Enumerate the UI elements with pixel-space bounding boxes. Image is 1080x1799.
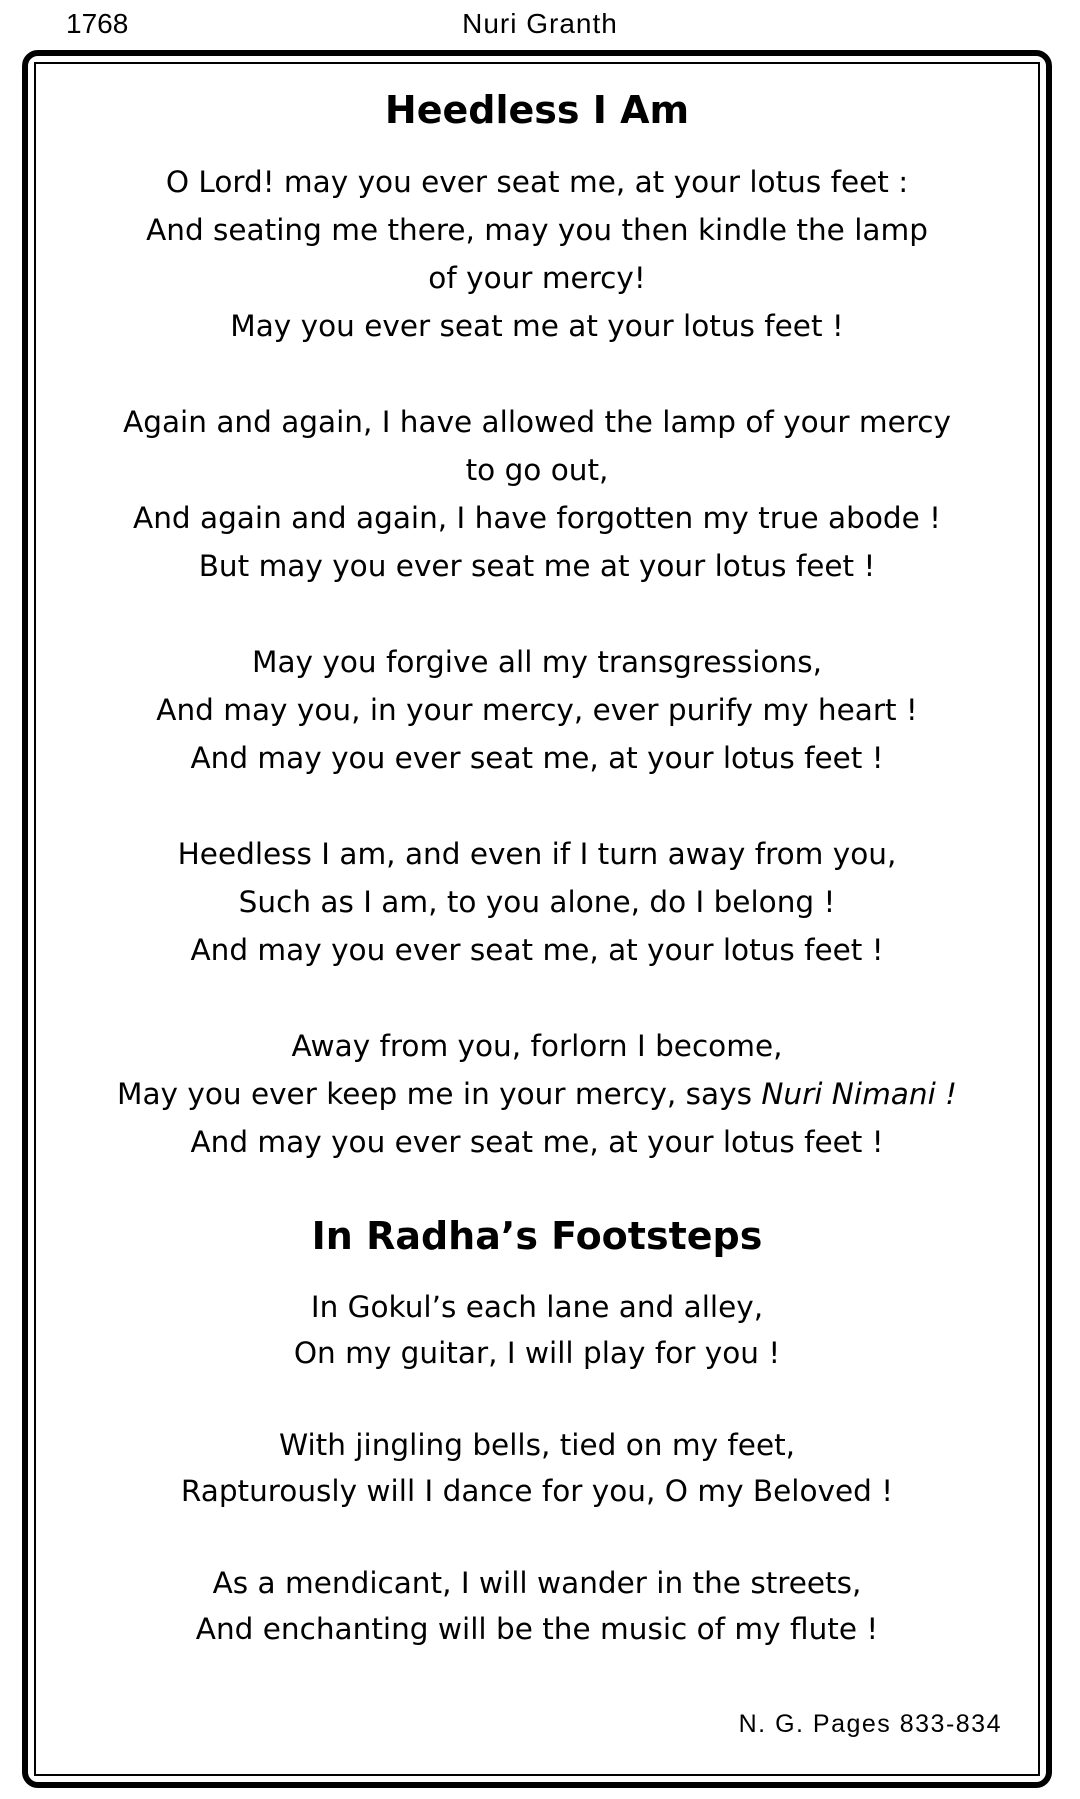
poem-line: May you forgive all my transgressions,: [252, 645, 822, 679]
poem-line: to go out,: [465, 453, 609, 487]
poem-line: But may you ever seat me at your lotus feet !: [198, 549, 876, 583]
poem-line: of your mercy!: [428, 261, 646, 295]
poem-title: Heedless I Am: [384, 88, 690, 132]
stanza: [36, 398, 1038, 590]
running-title: Nuri Granth: [462, 8, 618, 39]
stanza: [36, 158, 1038, 350]
stanza: [36, 1022, 1038, 1166]
poem-content: [36, 64, 1038, 1652]
poem-line: And seating me there, may you then kindle the lamp: [146, 213, 928, 247]
page-number: 1768: [66, 8, 129, 39]
stanza: [36, 1284, 1038, 1376]
poem-line: In Gokul’s each lane and alley,: [310, 1290, 764, 1324]
poem-line: And may you ever seat me, at your lotus feet !: [190, 933, 884, 967]
stanza: [36, 1560, 1038, 1652]
poem-line: Such as I am, to you alone, do I belong !: [238, 885, 836, 919]
poem-line: As a mendicant, I will wander in the streets,: [212, 1566, 862, 1600]
poem-line: Heedless I am, and even if I turn away from you,: [177, 837, 897, 871]
page-reference: N. G. Pages 833-834: [738, 1710, 1002, 1738]
poem-line: And enchanting will be the music of my flute !: [195, 1612, 879, 1646]
poem-line: Again and again, I have allowed the lamp of your mercy: [123, 405, 951, 439]
poem-line: [36, 1070, 1038, 1118]
poem-line: With jingling bells, tied on my feet,: [278, 1428, 796, 1462]
poem-line: And again and again, I have forgotten my true abode !: [133, 501, 941, 535]
stanza: [36, 638, 1038, 782]
poem-line: Rapturously will I dance for you, O my Beloved !: [180, 1474, 894, 1508]
poem-line: And may you ever seat me, at your lotus feet !: [190, 741, 884, 775]
poem-line: And may you ever seat me, at your lotus feet !: [190, 1125, 884, 1159]
poem-line: Away from you, forlorn I become,: [291, 1029, 783, 1063]
poem-line: O Lord! may you ever seat me, at your lotus feet :: [165, 165, 909, 199]
poem-line: And may you, in your mercy, ever purify my heart !: [156, 693, 918, 727]
stanza: [36, 830, 1038, 974]
poem-line: On my guitar, I will play for you !: [293, 1336, 781, 1370]
poem-line-text: May you ever keep me in your mercy, says: [117, 1077, 762, 1111]
poem-title: In Radha’s Footsteps: [311, 1214, 763, 1258]
poem-line: May you ever seat me at your lotus feet !: [230, 309, 844, 343]
stanza: [36, 1422, 1038, 1514]
poet-signature: Nuri Nimani !: [761, 1077, 957, 1111]
